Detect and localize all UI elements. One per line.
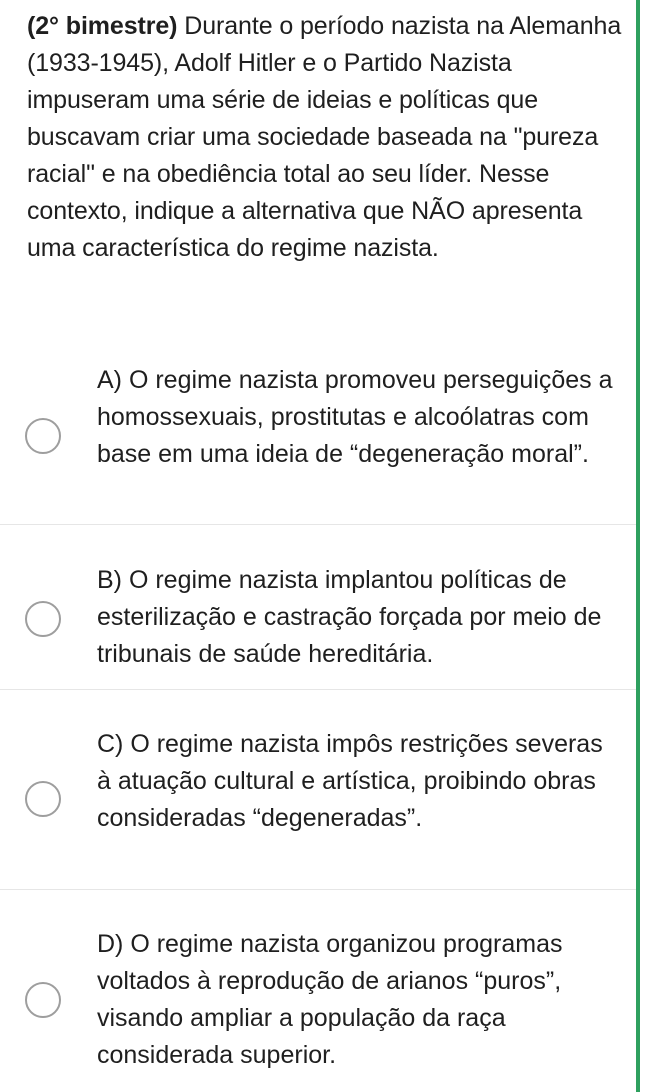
question-text [27,8,627,267]
option-d[interactable] [0,926,636,1076]
option-a[interactable] [0,362,636,512]
option-d-radio[interactable] [25,982,61,1018]
option-b-radio[interactable] [25,601,61,637]
divider [0,889,636,890]
option-c[interactable] [0,726,636,876]
question-bimester-tag: (2° bimestre) [27,12,178,40]
question-body: Durante o período nazista na Alemanha (1933-1945), Adolf Hitler e o Partido Nazista impuseram uma série de ideias e políticas que buscavam criar uma sociedade baseada na "pureza racial" e na obediência total ao seu líder. Nesse contexto, indique a alternativa que NÃO apresenta uma característica do regime nazista. [27,12,622,262]
option-c-radio[interactable] [25,781,61,817]
option-d-label: D) O regime nazista organizou programas voltados à reprodução de arianos “puros”, visando ampliar a população da raça considerada superior. [97,930,563,1069]
option-a-label: A) O regime nazista promoveu perseguições a homossexuais, prostitutas e alcoólatras com base em uma ideia de “degeneração moral”. [97,366,613,468]
accent-bar [636,0,640,1092]
option-b-label: B) O regime nazista implantou políticas de esterilização e castração forçada por meio de tribunais de saúde hereditária. [97,566,602,668]
option-a-radio[interactable] [25,418,61,454]
option-b[interactable] [0,562,636,677]
divider [0,689,636,690]
option-c-label: C) O regime nazista impôs restrições severas à atuação cultural e artística, proibindo obras consideradas “degeneradas”. [97,730,603,832]
divider [0,524,636,525]
